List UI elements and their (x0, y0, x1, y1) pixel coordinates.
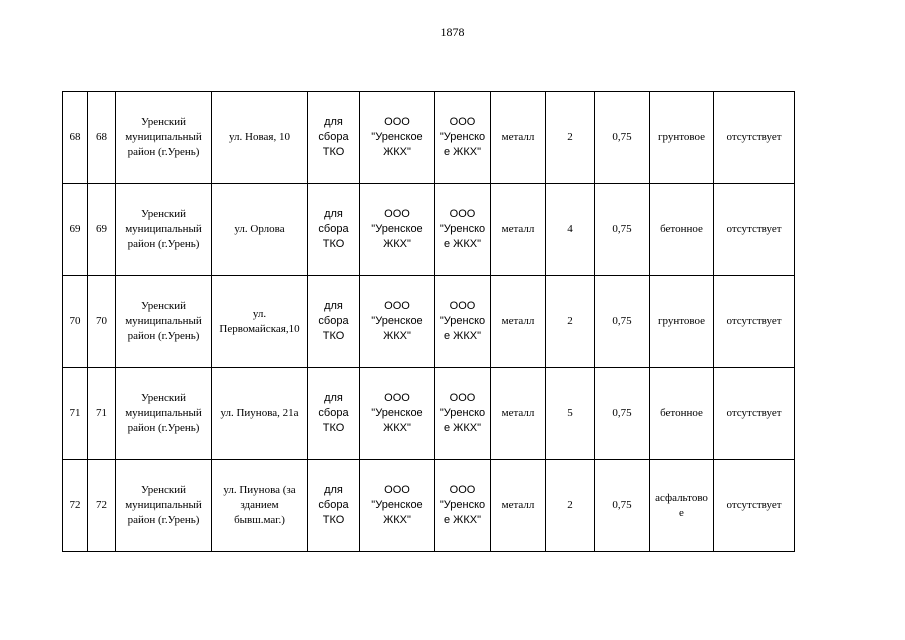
purpose-cell: для сбора ТКО (308, 184, 360, 276)
owner-cell: ООО "Уренское ЖКХ" (360, 460, 435, 552)
row-number-cell: 70 (63, 276, 88, 368)
operator-cell: ООО "Уренско е ЖКХ" (435, 368, 491, 460)
surface-type-cell: бетонное (650, 184, 714, 276)
owner-cell: ООО "Уренское ЖКХ" (360, 276, 435, 368)
page-number: 1878 (440, 25, 465, 39)
operator-cell: ООО "Уренско е ЖКХ" (435, 92, 491, 184)
district-cell: Уренский муниципальный район (г.Урень) (116, 276, 212, 368)
material-cell: металл (491, 184, 546, 276)
address-cell: ул. Пиунова (за зданием бывш.маг.) (212, 460, 308, 552)
table-row (63, 184, 795, 276)
address-cell: ул. Орлова (212, 184, 308, 276)
container-volume-cell: 0,75 (595, 184, 650, 276)
material-cell: металл (491, 460, 546, 552)
fence-cell: отсутствует (714, 276, 795, 368)
operator-cell: ООО "Уренско е ЖКХ" (435, 276, 491, 368)
district-cell: Уренский муниципальный район (г.Урень) (116, 92, 212, 184)
purpose-cell: для сбора ТКО (308, 460, 360, 552)
material-cell: металл (491, 92, 546, 184)
material-cell: металл (491, 276, 546, 368)
container-volume-cell: 0,75 (595, 460, 650, 552)
district-cell: Уренский муниципальный район (г.Урень) (116, 368, 212, 460)
container-volume-cell: 0,75 (595, 276, 650, 368)
purpose-cell: для сбора ТКО (308, 368, 360, 460)
site-id-cell: 68 (88, 92, 116, 184)
container-volume-cell: 0,75 (595, 92, 650, 184)
site-id-cell: 71 (88, 368, 116, 460)
container-volume-cell: 0,75 (595, 368, 650, 460)
fence-cell: отсутствует (714, 368, 795, 460)
container-count-cell: 5 (546, 368, 595, 460)
row-number-cell: 69 (63, 184, 88, 276)
purpose-cell: для сбора ТКО (308, 276, 360, 368)
table-row (63, 276, 795, 368)
row-number-cell: 71 (63, 368, 88, 460)
table-row (63, 460, 795, 552)
address-cell: ул. Пиунова, 21а (212, 368, 308, 460)
district-cell: Уренский муниципальный район (г.Урень) (116, 184, 212, 276)
owner-cell: ООО "Уренское ЖКХ" (360, 92, 435, 184)
surface-type-cell: асфальтово е (650, 460, 714, 552)
container-count-cell: 2 (546, 276, 595, 368)
address-cell: ул. Новая, 10 (212, 92, 308, 184)
surface-type-cell: грунтовое (650, 276, 714, 368)
fence-cell: отсутствует (714, 92, 795, 184)
container-count-cell: 2 (546, 92, 595, 184)
fence-cell: отсутствует (714, 460, 795, 552)
row-number-cell: 72 (63, 460, 88, 552)
site-id-cell: 69 (88, 184, 116, 276)
purpose-cell: для сбора ТКО (308, 92, 360, 184)
owner-cell: ООО "Уренское ЖКХ" (360, 368, 435, 460)
surface-type-cell: бетонное (650, 368, 714, 460)
material-cell: металл (491, 368, 546, 460)
row-number-cell: 68 (63, 92, 88, 184)
container-count-cell: 4 (546, 184, 595, 276)
site-id-cell: 70 (88, 276, 116, 368)
owner-cell: ООО "Уренское ЖКХ" (360, 184, 435, 276)
table-body (63, 92, 795, 552)
waste-site-registry-table (62, 91, 795, 552)
table-row (63, 368, 795, 460)
surface-type-cell: грунтовое (650, 92, 714, 184)
container-count-cell: 2 (546, 460, 595, 552)
table-row (63, 92, 795, 184)
site-id-cell: 72 (88, 460, 116, 552)
operator-cell: ООО "Уренско е ЖКХ" (435, 460, 491, 552)
district-cell: Уренский муниципальный район (г.Урень) (116, 460, 212, 552)
operator-cell: ООО "Уренско е ЖКХ" (435, 184, 491, 276)
fence-cell: отсутствует (714, 184, 795, 276)
address-cell: ул. Первомайская,10 (212, 276, 308, 368)
